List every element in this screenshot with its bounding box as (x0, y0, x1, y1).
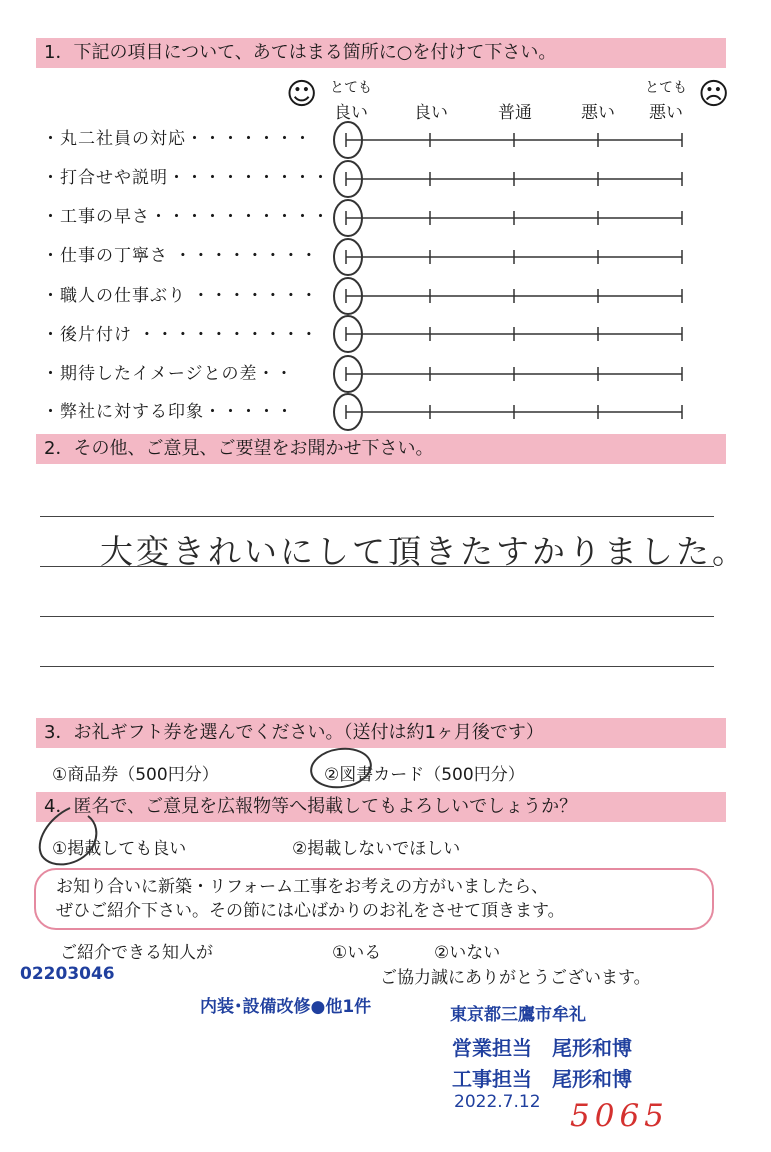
item-label: ・工事の早さ・・・・・・・・・・ (42, 207, 330, 227)
notice-line1: お知り合いに新築・リフォーム工事をお考えの方がいましたら、 (56, 877, 549, 897)
item-label: ・丸二社員の対応・・・・・・・ (42, 129, 312, 149)
q4-heading: 4．匿名で、ご意見を広報物等へ掲載してもよろしいでしょうか？ (36, 792, 726, 822)
stamp-work-type: 内装･設備改修●他1件 (200, 997, 372, 1017)
handwritten-number: 5065 (570, 1098, 669, 1134)
q2-heading: 2．その他、ご意見、ご要望をお聞かせ下さい。 (36, 434, 726, 464)
item-label: ・期待したイメージとの差・・ (42, 364, 294, 384)
item-label: ・仕事の丁寧さ ・・・・・・・・ (42, 246, 319, 266)
q4-option-allow[interactable]: ①掲載しても良い (52, 839, 187, 859)
col-very-good-line1: とても (330, 80, 372, 96)
q4-option-deny[interactable]: ②掲載しないでほしい (292, 839, 461, 859)
item-label: ・打合せや説明・・・・・・・・・ (42, 168, 330, 188)
item-label: ・弊社に対する印象・・・・・ (42, 402, 294, 422)
col-very-good-line2: 良い (334, 103, 368, 123)
smile-face-icon: ☺ (286, 77, 318, 112)
handwritten-comment: 大変きれいにして頂きたすかりました。 (100, 532, 748, 571)
stamp-address: 東京都三鷹市牟礼 (450, 1005, 586, 1025)
q4-selected-circle (40, 808, 97, 864)
notice-line2: ぜひご紹介下さい。その節には心ばかりのお礼をさせて頂きます。 (56, 901, 565, 921)
thanks-message: ご協力誠にありがとうございます。 (380, 968, 651, 988)
frown-face-icon: ☹ (698, 77, 730, 112)
referral-option-yes[interactable]: ①いる (332, 943, 382, 963)
stamp-construction-rep: 工事担当 尾形和博 (452, 1067, 632, 1091)
item-label: ・職人の仕事ぶり ・・・・・・・ (42, 286, 319, 306)
stamp-date: 2022.7.12 (454, 1092, 541, 1112)
q1-heading: 1．下記の項目について、あてはまる箇所に○を付けて下さい。 (36, 38, 726, 68)
referral-label: ご紹介できる知人が (60, 943, 213, 963)
col-very-bad-line1: とても (645, 80, 687, 96)
item-label: ・後片付け ・・・・・・・・・・ (42, 325, 319, 345)
stamp-sales-rep: 営業担当 尾形和博 (452, 1036, 632, 1060)
col-good: 良い (414, 103, 448, 123)
q3-selected-circle (309, 745, 374, 791)
q3-option-gift-voucher[interactable]: ①商品券（500円分） (52, 765, 219, 785)
referral-option-no[interactable]: ②いない (434, 943, 501, 963)
q3-heading: 3．お礼ギフト券を選んでください。（送付は約1ヶ月後です） (36, 718, 726, 748)
stamp-id: 02203046 (20, 964, 115, 984)
q3-option-book-card[interactable]: ②図書カード（500円分） (324, 765, 525, 785)
col-bad: 悪い (581, 103, 615, 123)
col-average: 普通 (498, 103, 532, 123)
col-very-bad-line2: 悪い (649, 103, 683, 123)
